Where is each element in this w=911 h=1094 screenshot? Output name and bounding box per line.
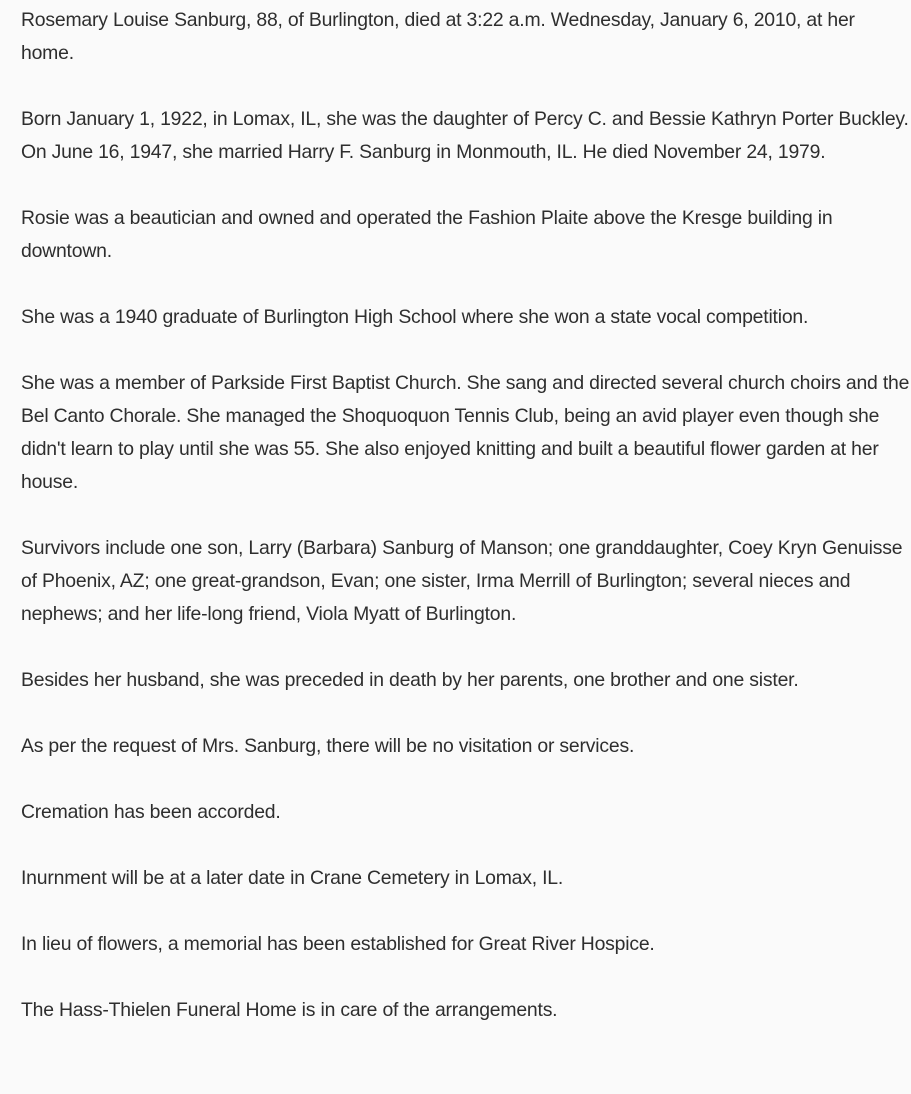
paragraph-death-notice: Rosemary Louise Sanburg, 88, of Burlington, died at 3:22 a.m. Wednesday, January 6, 2010, at her home.	[21, 9, 855, 64]
paragraph-activities: She was a member of Parkside First Baptist Church. She sang and directed several church choirs and the Bel Canto Chorale. She managed the Shoquoquon Tennis Club, being an avid player even though she didn't learn to play until she was 55. She also enjoyed knitting and built a beautiful flower garden at her house.	[21, 372, 910, 493]
paragraph-education: She was a 1940 graduate of Burlington High School where she won a state vocal competition.	[21, 306, 809, 328]
paragraph-memorial: In lieu of flowers, a memorial has been established for Great River Hospice.	[21, 933, 655, 955]
paragraph-services: As per the request of Mrs. Sanburg, there will be no visitation or services.	[21, 735, 635, 757]
paragraph-cremation: Cremation has been accorded.	[21, 801, 281, 823]
paragraph-inurnment: Inurnment will be at a later date in Crane Cemetery in Lomax, IL.	[21, 867, 564, 889]
paragraph-survivors: Survivors include one son, Larry (Barbara) Sanburg of Manson; one granddaughter, Coey Kryn Genuisse of Phoenix, AZ; one great-grandson, Evan; one sister, Irma Merrill of Burlington; several nieces and nephews; and her life-long friend, Viola Myatt of Burlington.	[21, 537, 903, 625]
paragraph-occupation: Rosie was a beautician and owned and operated the Fashion Plaite above the Kresge building in downtown.	[21, 207, 833, 262]
paragraph-funeral-home: The Hass-Thielen Funeral Home is in care of the arrangements.	[21, 999, 558, 1021]
paragraph-preceded-in-death: Besides her husband, she was preceded in death by her parents, one brother and one sister.	[21, 669, 799, 691]
paragraph-birth-marriage: Born January 1, 1922, in Lomax, IL, she was the daughter of Percy C. and Bessie Kathryn Porter Buckley. On June 16, 1947, she married Harry F. Sanburg in Monmouth, IL. He died November 24, 1979.	[21, 108, 909, 163]
